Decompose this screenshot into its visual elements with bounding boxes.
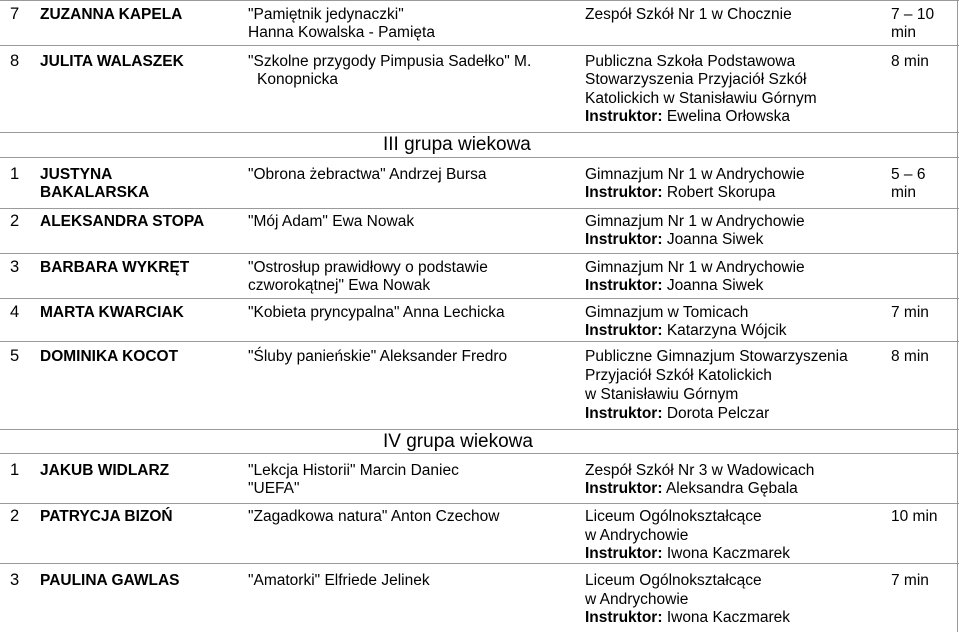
school-name: Zespół Szkół Nr 3 w Wadowicach bbox=[585, 462, 815, 479]
school-name: w Andrychowie bbox=[585, 527, 689, 544]
instructor-name: Iwona Kaczmarek bbox=[666, 609, 791, 626]
time-limit: 8 min bbox=[891, 53, 929, 70]
instructor-label: Instruktor: bbox=[585, 405, 663, 422]
instructor-label: Instruktor: bbox=[585, 322, 663, 339]
row-border bbox=[0, 45, 959, 46]
participant-name: MARTA KWARCIAK bbox=[40, 304, 184, 321]
instructor bbox=[585, 609, 790, 627]
instructor bbox=[585, 277, 763, 295]
instructor-label: Instruktor: bbox=[585, 231, 663, 248]
row-border bbox=[0, 0, 959, 1]
instructor-name: Joanna Siwek bbox=[666, 277, 764, 294]
participant-name: JULITA WALASZEK bbox=[40, 53, 184, 70]
instructor-name: Dorota Pelczar bbox=[666, 405, 770, 422]
school-name: Przyjaciół Szkół Katolickich bbox=[585, 367, 772, 384]
instructor-name: Iwona Kaczmarek bbox=[666, 545, 791, 562]
school-name: Liceum Ogólnokształcące bbox=[585, 572, 762, 589]
performance-title: "Śluby panieńskie" Aleksander Fredro bbox=[248, 348, 508, 365]
instructor-name: Katarzyna Wójcik bbox=[666, 322, 787, 339]
row-border bbox=[0, 453, 959, 454]
participant-name: ZUZANNA KAPELA bbox=[40, 6, 183, 23]
row-border bbox=[0, 253, 959, 254]
school-name: Katolickich w Stanisławiu Górnym bbox=[585, 90, 817, 107]
participant-name: JAKUB WIDLARZ bbox=[40, 462, 170, 479]
school-name: Gimnazjum Nr 1 w Andrychowie bbox=[585, 259, 805, 276]
school-name: Zespół Szkół Nr 1 w Chocznie bbox=[585, 6, 792, 23]
instructor bbox=[585, 184, 775, 202]
row-number: 2 bbox=[10, 507, 20, 525]
performance-title: "Lekcja Historii" Marcin Daniec bbox=[248, 462, 459, 479]
row-border bbox=[0, 132, 959, 133]
group-heading: IV grupa wiekowa bbox=[383, 431, 533, 452]
participant-name: PATRYCJA BIZOŃ bbox=[40, 508, 173, 525]
row-number: 3 bbox=[10, 571, 20, 589]
instructor bbox=[585, 405, 769, 423]
instructor-name: Robert Skorupa bbox=[666, 184, 776, 201]
instructor-label: Instruktor: bbox=[585, 609, 663, 626]
performance-title: "Pamiętnik jedynaczki" bbox=[248, 6, 404, 23]
time-limit: 10 min bbox=[891, 508, 938, 525]
performance-title: "Mój Adam" Ewa Nowak bbox=[248, 213, 415, 230]
instructor bbox=[585, 545, 790, 563]
participant-name: PAULINA GAWLAS bbox=[40, 572, 180, 589]
performance-title: "Amatorki" Elfriede Jelinek bbox=[248, 572, 430, 589]
participant-name: JUSTYNA bbox=[40, 166, 113, 183]
performance-author: czworokątnej" Ewa Nowak bbox=[248, 277, 431, 294]
instructor-name: Aleksandra Gębala bbox=[665, 480, 798, 497]
time-limit: 8 min bbox=[891, 348, 929, 365]
school-name: Liceum Ogólnokształcące bbox=[585, 508, 762, 525]
performance-title: "Szkolne przygody Pimpusia Sadełko" M. bbox=[248, 53, 532, 70]
instructor-name: Ewelina Orłowska bbox=[666, 108, 790, 125]
school-name: w Andrychowie bbox=[585, 591, 689, 608]
participant-name: BAKALARSKA bbox=[40, 184, 150, 201]
performance-title: "Ostrosłup prawidłowy o podstawie bbox=[248, 259, 488, 276]
instructor bbox=[585, 480, 798, 498]
time-limit: 7 – 10 bbox=[891, 6, 935, 23]
row-number: 1 bbox=[10, 461, 20, 479]
instructor bbox=[585, 108, 790, 126]
performance-title: "UEFA" bbox=[248, 480, 300, 497]
time-unit: min bbox=[891, 184, 916, 201]
performance-title: "Kobieta pryncypalna" Anna Lechicka bbox=[248, 304, 505, 321]
row-number: 1 bbox=[10, 165, 20, 183]
row-border bbox=[0, 429, 959, 430]
table-edge bbox=[957, 0, 958, 632]
performance-title: "Zagadkowa natura" Anton Czechow bbox=[248, 508, 500, 525]
participant-name: BARBARA WYKRĘT bbox=[40, 259, 190, 276]
school-name: Stowarzyszenia Przyjaciół Szkół bbox=[585, 71, 807, 88]
instructor-label: Instruktor: bbox=[585, 108, 663, 125]
instructor bbox=[585, 231, 763, 249]
row-number: 4 bbox=[10, 303, 20, 321]
time-limit: 7 min bbox=[891, 304, 929, 321]
time-limit: 5 – 6 bbox=[891, 166, 926, 183]
instructor-label: Instruktor: bbox=[585, 545, 663, 562]
school-name: Gimnazjum w Tomicach bbox=[585, 304, 749, 321]
row-border bbox=[0, 563, 959, 564]
instructor-label: Instruktor: bbox=[585, 277, 663, 294]
row-border bbox=[0, 503, 959, 504]
school-name: Publiczna Szkoła Podstawowa bbox=[585, 53, 796, 70]
time-limit: 7 min bbox=[891, 572, 929, 589]
school-name: Gimnazjum Nr 1 w Andrychowie bbox=[585, 166, 805, 183]
performance-author: Hanna Kowalska - Pamięta bbox=[248, 24, 435, 41]
group-heading: III grupa wiekowa bbox=[383, 134, 531, 155]
school-name: Publiczne Gimnazjum Stowarzyszenia bbox=[585, 348, 848, 365]
row-border bbox=[0, 208, 959, 209]
row-border bbox=[0, 157, 959, 158]
performance-author: Konopnicka bbox=[257, 71, 339, 88]
row-border bbox=[0, 341, 959, 342]
performance-title: "Obrona żebractwa" Andrzej Bursa bbox=[248, 166, 487, 183]
instructor bbox=[585, 322, 787, 340]
row-number: 2 bbox=[10, 212, 20, 230]
instructor-label: Instruktor: bbox=[585, 480, 663, 497]
time-unit: min bbox=[891, 24, 916, 41]
school-name: w Stanisławiu Górnym bbox=[585, 386, 739, 403]
instructor-name: Joanna Siwek bbox=[666, 231, 764, 248]
instructor-label: Instruktor: bbox=[585, 184, 663, 201]
row-number: 5 bbox=[10, 347, 20, 365]
participant-name: ALEKSANDRA STOPA bbox=[40, 213, 205, 230]
row-border bbox=[0, 298, 959, 299]
school-name: Gimnazjum Nr 1 w Andrychowie bbox=[585, 213, 805, 230]
row-number: 7 bbox=[10, 5, 20, 23]
row-number: 8 bbox=[10, 52, 20, 70]
participant-name: DOMINIKA KOCOT bbox=[40, 348, 179, 365]
row-number: 3 bbox=[10, 258, 20, 276]
